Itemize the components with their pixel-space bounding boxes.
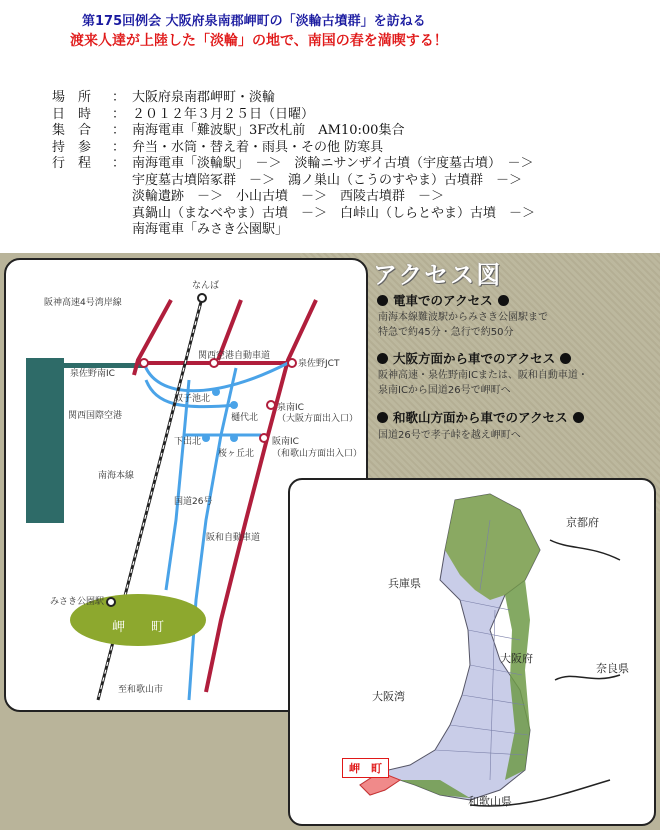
desc-line: 泉南ICから国道26号で岬町へ	[378, 385, 511, 396]
info-row-place	[52, 90, 535, 107]
desc-line: 特急で約45分・急行で約50分	[378, 327, 514, 338]
namba-station-dot	[198, 294, 206, 302]
izumisanominami-ic-dot	[140, 359, 148, 367]
izumisano-jct-dot	[288, 359, 296, 367]
bullet-icon	[377, 295, 388, 306]
label-osakawan: 大阪湾	[372, 690, 405, 703]
label-sennan-ic-sub: （大阪方面出入口）	[277, 414, 359, 424]
sakuragaoka-dot	[230, 434, 238, 442]
label-kyoto: 京都府	[566, 516, 599, 529]
info-row-date	[52, 107, 535, 124]
bullet-icon	[560, 353, 571, 364]
label-nankai: 南海本線	[98, 471, 135, 481]
label-wakayama: 至和歌山市	[118, 685, 164, 695]
label-misaki-station: みさき公園駅	[50, 597, 105, 607]
label-hanwa: 阪和自動車道	[206, 533, 261, 543]
info-value: 大阪府泉南郡岬町・淡輪	[132, 90, 276, 105]
osaka-access-heading	[372, 349, 576, 367]
label-osakafu: 大阪府	[500, 652, 533, 665]
label-hinodai: 樋代北	[231, 413, 259, 423]
access-title: アクセス図	[373, 261, 503, 289]
label-izumisano-jct: 泉佐野JCT	[298, 359, 340, 369]
osaka-map	[288, 478, 656, 826]
label-namba: なんば	[192, 281, 220, 291]
label-nara: 奈良県	[596, 662, 629, 675]
info-label: 行 程	[52, 156, 92, 171]
label-kanku-road: 関西空港自動車道	[198, 351, 271, 361]
label-izumisanominami: 泉佐野南IC	[70, 369, 115, 379]
train-access-label: 電車でのアクセス	[393, 293, 493, 308]
itinerary-line: 宇度墓古墳陪冢群 －＞ 鴻ノ巣山（こうのすやま）古墳群 －＞	[132, 172, 523, 188]
wakayama-access-heading	[372, 408, 589, 426]
info-row-bring	[52, 140, 535, 157]
train-access-desc	[378, 310, 548, 340]
shimode-dot	[202, 434, 210, 442]
desc-line: 国道26号で孝子峠を越え岬町へ	[378, 430, 521, 441]
event-subtitle: 渡来人達が上陸した「淡輪」の地で、南国の春を満喫する！	[70, 33, 448, 49]
wakayama-access-desc	[378, 428, 521, 443]
info-colon: ：	[112, 156, 126, 171]
itinerary-line: 真鍋山（まなべやま）古墳 －＞ 白峠山（しらとやま）古墳 －＞	[132, 205, 536, 221]
osaka-access-desc	[378, 368, 588, 398]
train-access-heading	[372, 291, 514, 309]
info-row-meet	[52, 123, 535, 140]
label-hanshin4: 阪神高速4号湾岸線	[44, 298, 122, 308]
event-info	[52, 90, 535, 239]
label-hannan-ic-sub: （和歌山方面出入口）	[272, 449, 363, 459]
label-futako: 双子池北	[174, 394, 211, 404]
label-hyogo: 兵庫県	[388, 577, 421, 590]
label-sakuragaoka: 桜ヶ丘北	[218, 449, 255, 459]
label-hannan-ic: 阪南IC	[272, 437, 299, 447]
hannan-ic-dot	[260, 434, 268, 442]
desc-line: 南海本線難波駅からみさき公園駅まで	[378, 312, 548, 323]
label-shimode: 下出北	[174, 437, 202, 447]
label-sennan-ic: 泉南IC	[277, 403, 304, 413]
info-value: 南海電車「難波駅」3F改札前 AM10:00集合	[132, 123, 405, 138]
bullet-icon	[573, 412, 584, 423]
info-label: 持 参	[52, 139, 92, 155]
label-route26: 国道26号	[174, 497, 213, 507]
bullet-icon	[498, 295, 509, 306]
info-colon: ：	[112, 90, 126, 105]
bullet-icon	[377, 412, 388, 423]
label-wakayama-pref: 和歌山県	[468, 795, 512, 808]
hinodai-dot	[230, 401, 238, 409]
sennan-ic-dot	[267, 401, 275, 409]
info-colon: ：	[112, 123, 126, 138]
osaka-access-label: 大阪方面から車でのアクセス	[393, 351, 556, 366]
info-label: 集 合	[52, 123, 92, 138]
itinerary-line: 南海電車「みさき公園駅」	[132, 222, 289, 237]
info-value: 南海電車「淡輪駅」 －＞ 淡輪ニサンザイ古墳（宇度墓古墳） －＞	[132, 156, 534, 171]
info-label: 場 所	[52, 90, 92, 105]
futako-dot	[212, 388, 220, 396]
label-kanku: 関西国際空港	[68, 411, 123, 421]
info-value: ２０１２年３月２５日（日曜）	[132, 106, 315, 122]
itinerary-line: 淡輪遺跡 －＞ 小山古墳 －＞ 西陵古墳群 －＞	[132, 189, 445, 204]
info-value: 弁当・水筒・替え着・雨具・その他 防寒具	[132, 139, 384, 155]
label-misaki: 岬 町	[342, 758, 389, 778]
info-row-itinerary	[52, 156, 535, 173]
border-kyoto	[550, 540, 620, 560]
info-colon: ：	[112, 106, 126, 122]
bullet-icon	[377, 353, 388, 364]
event-title: 第175回例会 大阪府泉南郡岬町の「淡輪古墳群」を訪ねる	[82, 14, 426, 29]
airport-island	[26, 358, 64, 523]
info-label: 日 時	[52, 106, 92, 122]
label-misaki-town: 岬 町	[112, 620, 165, 635]
misaki-station-dot	[107, 598, 115, 606]
desc-line: 阪神高速・泉佐野南ICまたは、阪和自動車道・	[378, 370, 588, 381]
info-colon: ：	[112, 139, 126, 155]
wakayama-access-label: 和歌山方面から車でのアクセス	[393, 410, 568, 425]
